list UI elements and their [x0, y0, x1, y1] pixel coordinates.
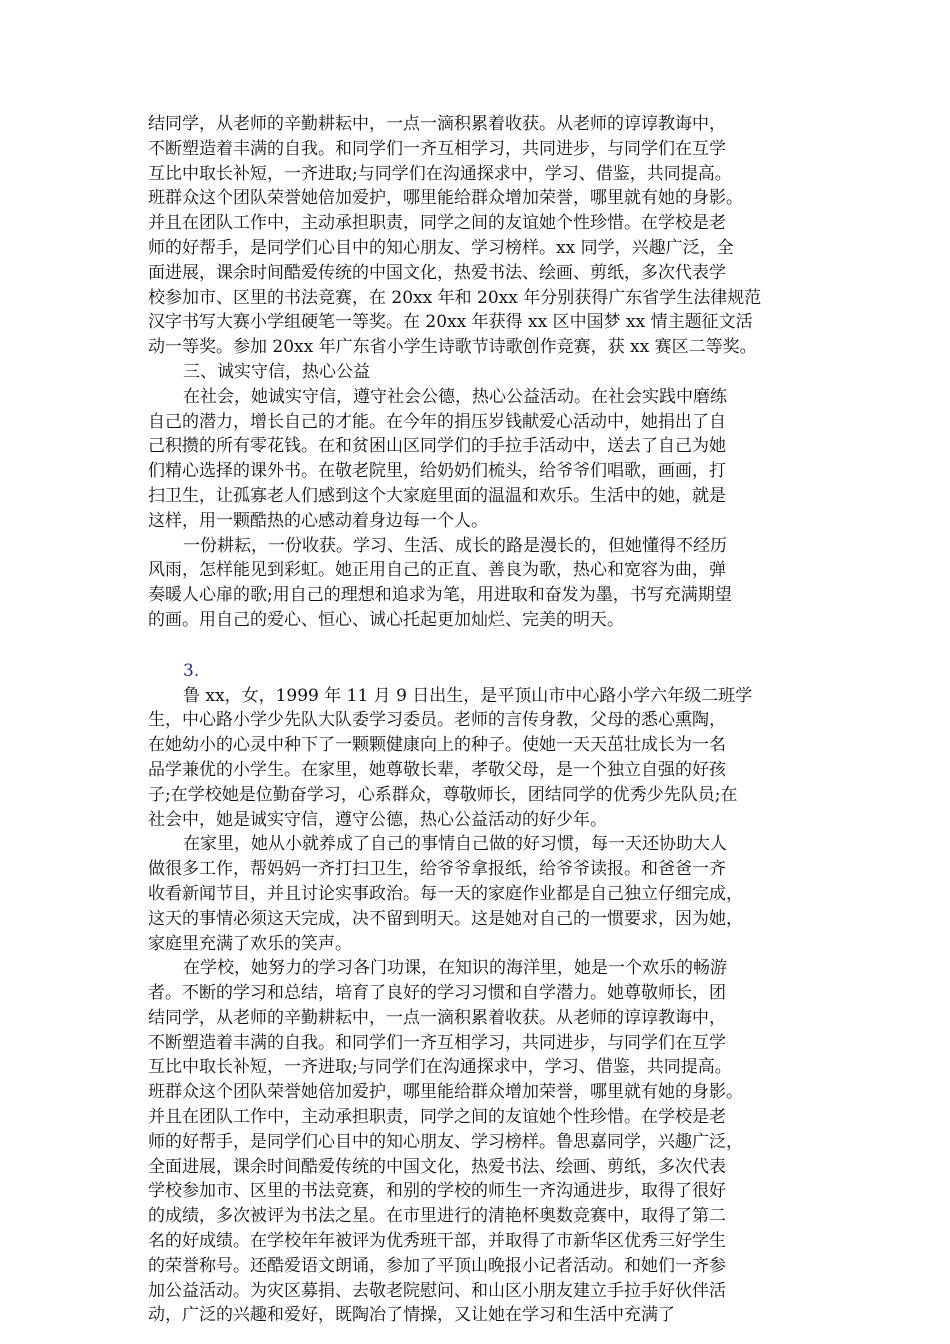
document-page — [148, 112, 805, 1328]
paragraph-social: 在社会，她诚实守信，遵守社会公德，热心公益活动。在社会实践中磨练 自己的潜力，增长自己的才能。在今年的捐压岁钱献爱心活动中，她捐出了自 己积攒的所有零花钱。在和贫困山区同学们的手拉手活动中，送去了自己为她 们精心选择的课外书。在敬老院里，给奶奶们梳头，给爷爷们唱歌，画画，打 扫卫生，让孤寡老人们感到这个大家庭里面的温温和欢乐。生活中的她，就是 这样，用一颗酷热的心感动着身边每一个人。 — [148, 386, 727, 531]
paragraph-home: 在家里，她从小就养成了自己的事情自己做的好习惯，每一天还协助大人 做很多工作，帮妈妈一齐打扫卫生，给爷爷拿报纸，给爷爷读报。和爸爸一齐 收看新闻节目，并且讨论实事政治。每一天的家庭作业都是自己独立仔细完成， 这天的事情必须这天完成，决不留到明天。这是她对自己的一惯要求，因为她， 家庭里充满了欢乐的笑声。 — [148, 834, 743, 954]
section-number: 3. — [183, 660, 200, 681]
paragraph-harvest: 一份耕耘，一份收获。学习、生活、成长的路是漫长的，但她懂得不经历 风雨，怎样能见到彩虹。她正用自己的正直、善良为歌，热心和宽容为曲，弹 奏暖人心扉的歌;用自己的理想和追求为笔，用进取和奋发为墨，书写充满期望 的画。用自己的爱心、恒心、诚心托起更加灿烂、完美的明天。 — [148, 535, 732, 630]
paragraph-intro: 鲁 xx，女，1999 年 11 月 9 日出生，是平顶山市中心路小学六年级二班学 生，中心路小学少先队大队委学习委员。老师的言传身教，父母的悉心熏陶， 在她幼小的心灵中种下了一颗颗健康向上的种子。使她一天天茁壮成长为一名 品学兼优的小学生。在家里，她尊敬长辈，孝敬父母，是一个独立自强的好孩 子;在学校她是位勤奋学习，心系群众，尊敬师长，团结同学的优秀少先队员;在 社会中，她是诚实守信，遵守公德，热心公益活动的好少年。 — [148, 685, 753, 830]
section-heading: 三、诚实守信，热心公益 — [183, 361, 370, 382]
paragraph-school: 在学校，她努力的学习各门功课，在知识的海洋里，她是一个欢乐的畅游 者。不断的学习和总结，培育了良好的学习习惯和自学潜力。她尊敬师长，团 结同学，从老师的辛勤耕耘中，一点一滴积累着收获。从老师的谆谆教诲中， 不断塑造着丰满的自我。和同学们一齐互相学习，共同进步，与同学们在互学 互比中取长补短，一齐进取;与同学们在沟通探求中，学习、借鉴，共同提高。 班群众这个团队荣誉她倍加爱护，哪里能给群众增加荣誉，哪里就有她的身影。 并且在团队工作中，主动承担职责，同学之间的友谊她个性珍惜。在学校是老 师的好帮手，是同学们心目中的知心朋友、学习榜样。鲁思嘉同学，兴趣广泛， 全面进展，课余时间酷爱传统的中国文化，热爱书法、绘画、剪纸，多次代表 学校参加市、区里的书法竞赛，和别的学校的师生一齐沟通进步，取得了很好 的成绩，多次被评为书法之星。在市里进行的清艳杯奥数竞赛中，取得了第二 名的好成绩。在学校年年被评为优秀班干部，并取得了市新华区优秀三好学生 的荣誉称号。还酷爱语文朗诵，参加了平顶山晚报小记者活动。和她们一齐参 加公益活动。为灾区募捐、去敬老院慰问、和山区小朋友建立手拉手好伙伴活 动，广泛的兴趣和爱好，既陶冶了情操，又让她在学习和生活中充满了 — [148, 958, 743, 1326]
paragraph-continued: 结同学，从老师的辛勤耕耘中，一点一滴积累着收获。从老师的谆谆教诲中， 不断塑造着丰满的自我。和同学们一齐互相学习，共同进步，与同学们在互学 互比中取长补短，一齐进取;与同学们在沟通探求中，学习、借鉴，共同提高。 班群众这个团队荣誉她倍加爱护，哪里能给群众增加荣誉，哪里就有她的身影。 并且在团队工作中，主动承担职责，同学之间的友谊她个性珍惜。在学校是老 师的好帮手，是同学们心目中的知心朋友、学习榜样。xx 同学，兴趣广泛，全 面进展，课余时间酷爱传统的中国文化，热爱书法、绘画、剪纸，多次代表学 校参加市、区里的书法竞赛，在 20xx 年和 20xx 年分别获得广东省学生法律规范 汉字书写大赛小学组硬笔一等奖。在 20xx 年获得 xx 区中国梦 xx 情主题征文活 动一等奖。参加 20xx 年广东省小学生诗歌节诗歌创作竞赛，获 xx 赛区二等奖。 — [148, 114, 762, 358]
blank-line — [148, 633, 805, 659]
